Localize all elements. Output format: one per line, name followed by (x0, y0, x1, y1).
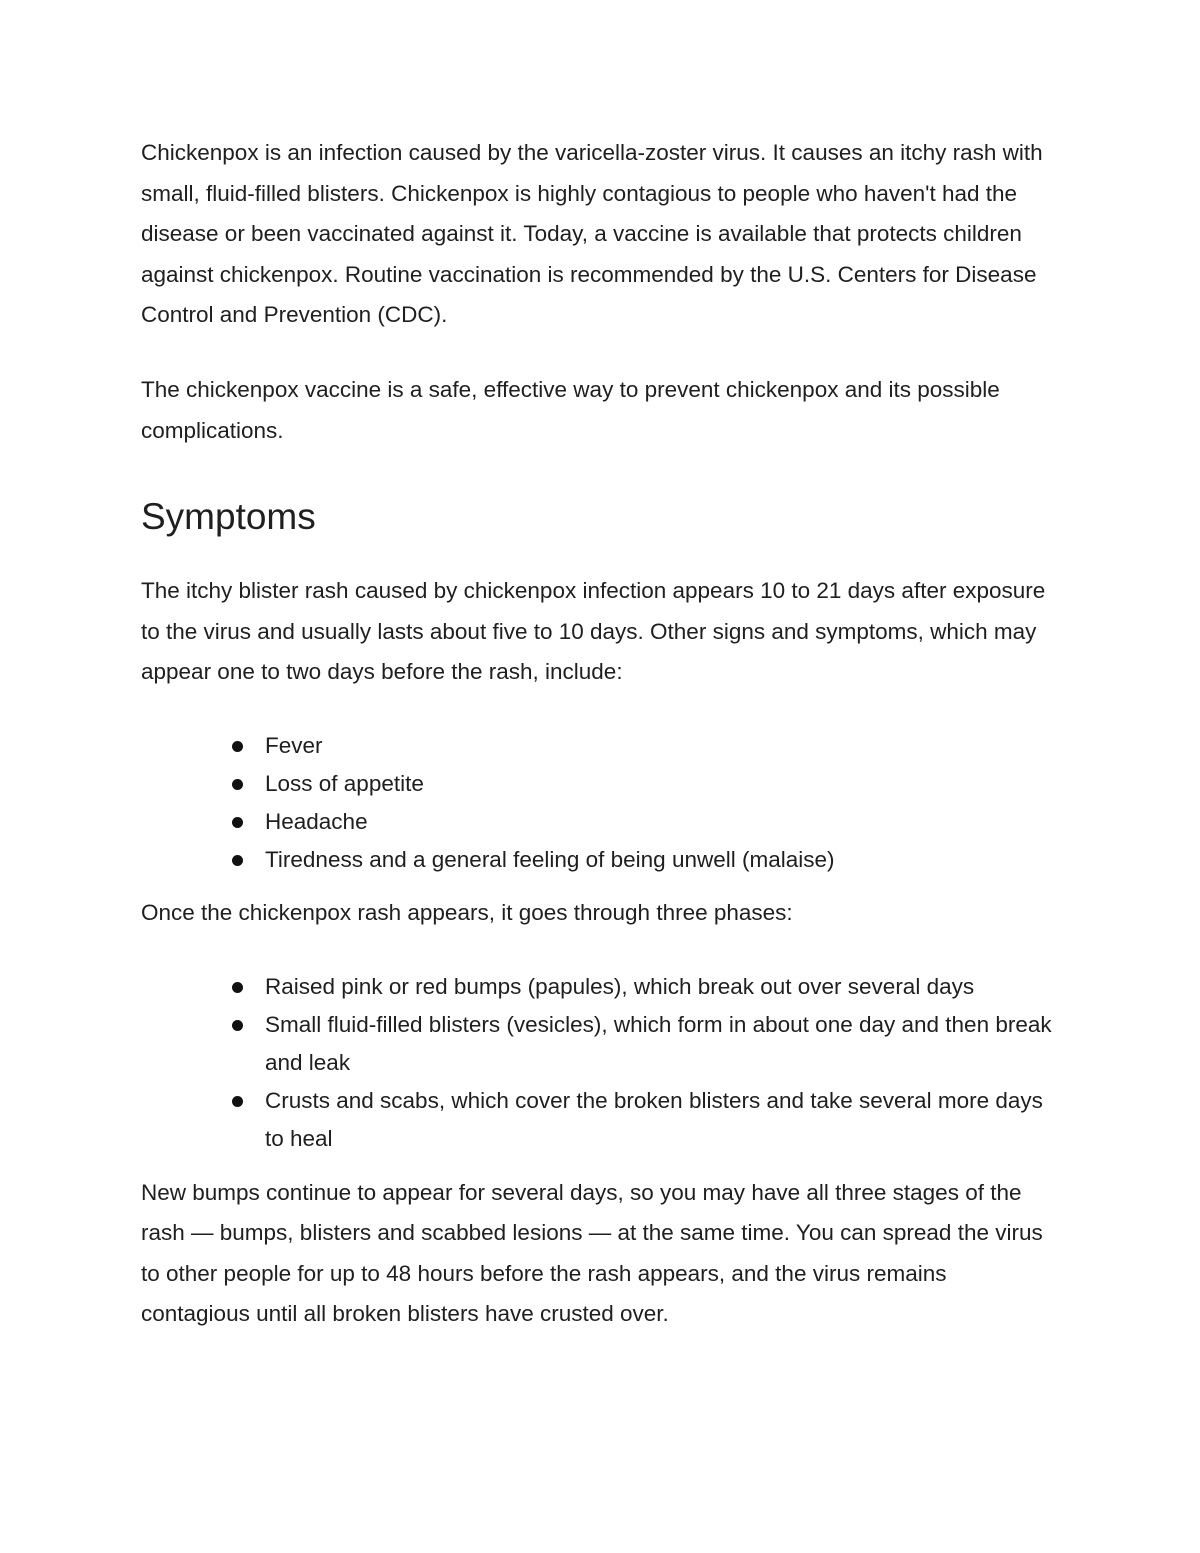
list-item (141, 1006, 1061, 1082)
list-item (141, 968, 1061, 1006)
list-item-text: Tiredness and a general feeling of being unwell (malaise) (265, 846, 835, 872)
bullet-icon (232, 741, 243, 752)
bullet-icon (232, 817, 243, 828)
symptoms-heading: Symptoms (141, 496, 316, 538)
bullet-icon (232, 1096, 243, 1107)
list-item-text: Raised pink or red bumps (papules), which break out over several days (265, 973, 975, 999)
rash-onset-paragraph: The itchy blister rash caused by chickenpox infection appears 10 to 21 days after exposure to the virus and usually lasts about five to 10 days. Other signs and symptoms, which may appear one to two days before the rash, include: (141, 578, 1046, 685)
vaccine-paragraph: The chickenpox vaccine is a safe, effective way to prevent chickenpox and its possible complications. (141, 376, 1000, 443)
list-item (141, 765, 1061, 803)
phases-intro-paragraph: Once the chickenpox rash appears, it goes through three phases: (141, 899, 793, 925)
contagion-paragraph: New bumps continue to appear for several days, so you may have all three stages of the rash — bumps, blisters and scabbed lesions — at the same time. You can spread the virus to other people for up to 48 hours before the rash appears, and the virus remains contagious until all broken blisters have crusted over. (141, 1179, 1043, 1327)
document-page (141, 133, 1061, 1335)
bullet-icon (232, 1020, 243, 1031)
list-item-text: Fever (265, 732, 323, 758)
intro-paragraph: Chickenpox is an infection caused by the varicella-zoster virus. It causes an itchy rash with small, fluid-filled blisters. Chickenpox is highly contagious to people who haven't had the disease or been vaccinated against it. Today, a vaccine is available that protects children against chickenpox. Routine vaccination is recommended by the U.S. Centers for Disease Control and Prevention (CDC). (141, 140, 1043, 328)
list-item (141, 727, 1061, 765)
list-item-text: Small fluid-filled blisters (vesicles), which form in about one day and then break and leak (265, 1011, 1052, 1075)
bullet-icon (232, 982, 243, 993)
list-item (141, 1082, 1061, 1158)
list-item (141, 841, 1061, 879)
list-item-text: Loss of appetite (265, 770, 424, 796)
list-item (141, 803, 1061, 841)
bullet-icon (232, 779, 243, 790)
list-item-text: Headache (265, 808, 368, 834)
bullet-icon (232, 855, 243, 866)
rash-phases-list (141, 968, 1061, 1158)
early-signs-list (141, 727, 1061, 879)
list-item-text: Crusts and scabs, which cover the broken blisters and take several more days to heal (265, 1087, 1043, 1151)
